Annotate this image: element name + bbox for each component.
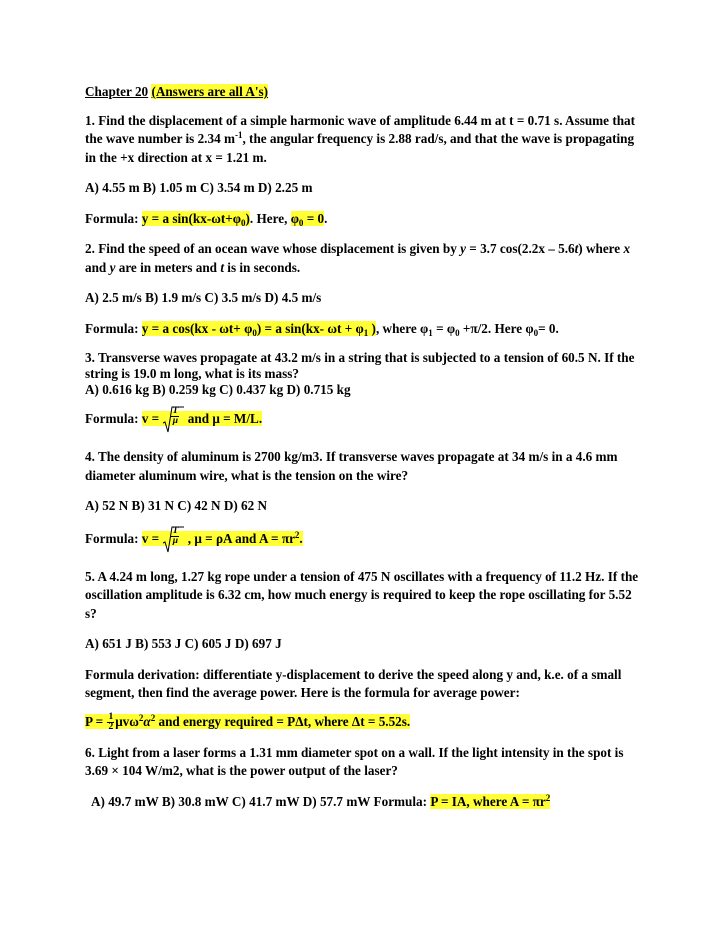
sqrt-symbol: $\frac{T}{\mu}$: [162, 406, 184, 434]
q4-formula: Formula: v = $\frac{T}{\mu}$ , μ = ρA and $A = \pi r^2$.: [85, 526, 645, 554]
q1-formula-label: Formula:: [85, 210, 142, 226]
q1-text-cont: , the angular frequency is 2.88 rad/s, and that the wave is propagating in the +x direction at x = 1.21 m.: [85, 131, 635, 165]
chapter-heading: Chapter 20: [85, 84, 149, 99]
q3-formula: Formula: v = $\frac{T}{\mu}$ and μ = M/L.: [85, 406, 645, 434]
question-4: 4. The density of aluminum is 2700 kg/m3. If transverse waves propagate at 34 m/s in a 4.6 mm diameter aluminum wire, what is the tension on the wire?: [85, 449, 618, 483]
q1-choices: A) 4.55 m B) 1.05 m C) 3.54 m D) 2.25 m: [85, 180, 313, 195]
chapter-title: [85, 83, 645, 102]
q1-phi: $\varphi_0 = 0$: [290, 210, 325, 228]
q2-choices: A) 2.5 m/s B) 1.9 m/s C) 3.5 m/s D) 4.5 m/s: [85, 290, 322, 305]
q6-formula-eq: P = IA, where $A = \pi r^2$: [430, 792, 551, 809]
q3-choices: A) 0.616 kg B) 0.259 kg C) 0.437 kg D) 0.715 kg: [85, 382, 351, 397]
q5-formula: [85, 713, 645, 732]
q5-derivation: Formula derivation: differentiate y-displacement to derive the speed along y and, k.e. of a small segment, then find the average power. Here is the formula for average power:: [85, 666, 622, 700]
q1-sup: -1: [234, 130, 243, 140]
q5-choices: A) 651 J B) 553 J C) 605 J D) 697 J: [85, 636, 282, 651]
q1-formula: Formula: y = a $\sin(kx-\omega t+\varphi_0)$. Here, $\varphi_0 = 0$.: [85, 210, 328, 228]
question-5: 5. A 4.24 m long, 1.27 kg rope under a tension of 475 N oscillates with a frequency of 11.2 Hz. If the oscillation amplitude is 6.32 cm, how much energy is required to keep the rope oscillating for 5.52 s?: [85, 568, 639, 621]
question-6: 6. Light from a laser forms a 1.31 mm diameter spot on a wall. If the light intensity in the spot is 3.69 × 104 W/m2, what is the power output of the laser?: [85, 744, 624, 779]
answers-note: (Answers are all A's): [151, 84, 269, 99]
q1-formula-eq: y = a $\sin(kx-\omega t+\varphi_0)$: [141, 210, 250, 228]
q1-text: 1. Find the displacement of a simple harmonic wave of amplitude 6.44 m at t = 0.71 s. Assume that the wave number is 2.34 m: [85, 112, 636, 146]
q3-formula-eq: v = $\frac{T}{\mu}$ and μ = M/L.: [142, 411, 262, 426]
question-1: [85, 112, 645, 168]
q2-formula-eq: y = a $\cos(kx - \omega t+ \varphi_0) = a$ sin(kx- $\omega t + \varphi_1$ ): [141, 320, 376, 338]
question-2: 2. Find the speed of an ocean wave whose displacement is given by y = 3.7 cos(2.2x – 5.6t) where x and y are in meters and t is in seconds.: [85, 241, 631, 275]
q6-choices: A) 49.7 mW B) 30.8 mW C) 41.7 mW D) 57.7 mW Formula: P = IA, where $A = \pi r^2$: [91, 792, 551, 809]
sqrt-symbol: $\frac{T}{\mu}$: [162, 526, 184, 554]
q4-choices: A) 52 N B) 31 N C) 42 N D) 62 N: [85, 498, 268, 513]
q2-formula: Formula: y = a $\cos(kx - \omega t+ \varphi_0) = a$ sin(kx- $\omega t + \varphi_1$ ), where $\varphi_1 = \varphi_0 +\pi/2$. Here $\varphi_0= 0$.: [85, 320, 559, 338]
q5-formula-eq: P = $\frac{1}{2}$ $\mu v\omega^2\alpha^2$ and energy required = PΔt, where Δt = 5.52s.: [85, 711, 411, 732]
q4-formula-eq: v = $\frac{T}{\mu}$ , μ = ρA and $A = \pi r^2$.: [142, 531, 303, 546]
question-3: 3. Transverse waves propagate at 43.2 m/s in a string that is subjected to a tension of 60.5 N. If the string is 19.0 m long, what is its mass?: [85, 350, 635, 381]
document: [85, 83, 645, 811]
one-half-fraction: $\frac{1}{2}$: [108, 711, 114, 732]
